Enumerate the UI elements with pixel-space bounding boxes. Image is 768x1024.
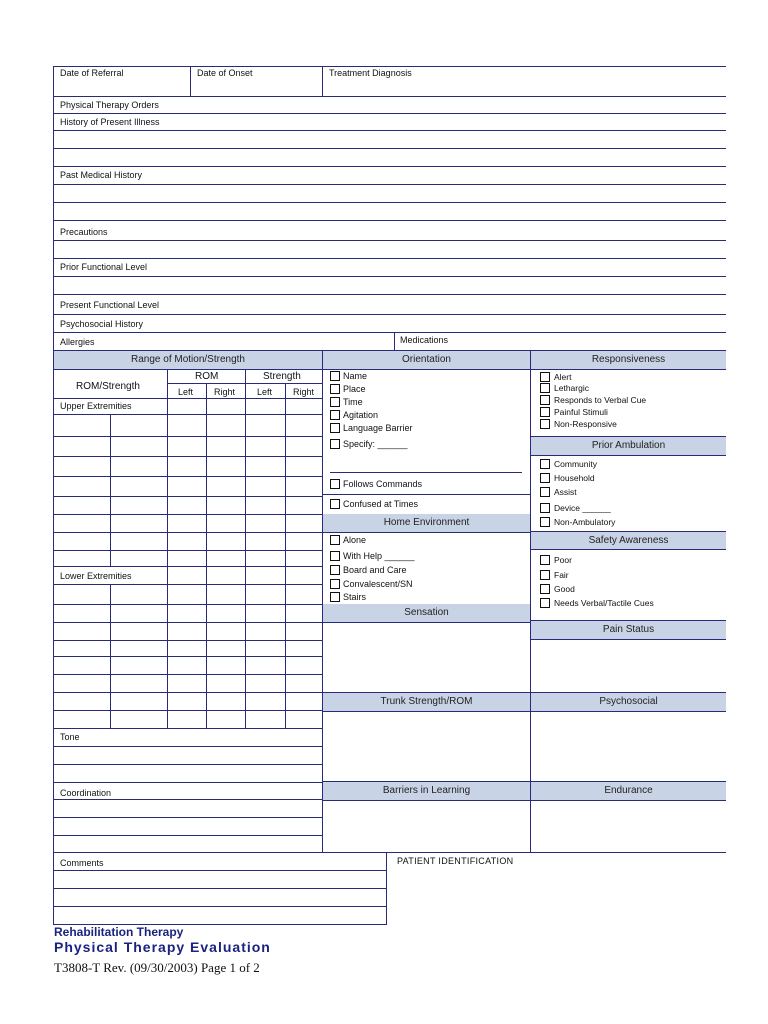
- upper-extremities-label: Upper Extremities: [60, 401, 132, 411]
- assist-checkbox[interactable]: [540, 487, 550, 497]
- grid-row: [53, 584, 323, 585]
- grid-vline: [285, 383, 286, 728]
- with-help-checkbox[interactable]: [330, 551, 340, 561]
- date-of-onset-label: Date of Onset: [197, 68, 253, 78]
- confused-label: Confused at Times: [343, 499, 419, 509]
- comments-label: Comments: [60, 858, 104, 868]
- grid-row: [53, 566, 323, 567]
- alert-label: Alert: [554, 372, 572, 382]
- row-line: [530, 549, 726, 550]
- present-functional-level-label: Present Functional Level: [60, 300, 160, 310]
- row-line: [53, 240, 726, 241]
- non-responsive-label: Non-Responsive: [554, 419, 617, 429]
- grid-row: [53, 496, 323, 497]
- community-label: Community: [554, 459, 597, 469]
- row-line: [53, 746, 323, 747]
- row-line: [322, 800, 726, 801]
- place-checkbox[interactable]: [330, 384, 340, 394]
- responsiveness-header: Responsiveness: [531, 351, 726, 369]
- row-line: [53, 184, 726, 185]
- name-label: Name: [343, 371, 368, 381]
- rom-label: ROM: [195, 371, 219, 382]
- divider: [190, 66, 191, 96]
- form-title: Physical Therapy Evaluation: [54, 939, 271, 955]
- pain-status-header: Pain Status: [531, 621, 726, 639]
- row-line: [53, 258, 726, 259]
- row-line: [53, 906, 387, 907]
- row-line: [53, 166, 726, 167]
- assist-label: Assist: [554, 487, 577, 497]
- row-line: [53, 888, 387, 889]
- good-checkbox[interactable]: [540, 584, 550, 594]
- row-line: [53, 398, 323, 399]
- pt-orders-label: Physical Therapy Orders: [60, 100, 159, 110]
- allergies-label: Allergies: [60, 337, 95, 347]
- trunk-strength-header: Trunk Strength/ROM: [323, 693, 530, 711]
- grid-row: [53, 692, 323, 693]
- grid-row: [53, 476, 323, 477]
- endurance-header: Endurance: [531, 782, 726, 800]
- col-divider: [530, 350, 531, 853]
- department-label: Rehabilitation Therapy: [54, 925, 184, 939]
- barriers-header: Barriers in Learning: [323, 782, 530, 800]
- convalescent-label: Convalescent/SN: [343, 579, 413, 589]
- row-line: [530, 455, 726, 456]
- row-line: [53, 220, 726, 221]
- medications-label: Medications: [400, 335, 449, 345]
- follows-commands-checkbox[interactable]: [330, 479, 340, 489]
- poor-label: Poor: [554, 555, 572, 565]
- row-line: [322, 494, 530, 495]
- painful-stimuli-label: Painful Stimuli: [554, 407, 608, 417]
- row-line: [53, 113, 726, 114]
- row-line: [53, 764, 323, 765]
- grid-row: [53, 550, 323, 551]
- psychosocial-history-label: Psychosocial History: [60, 319, 144, 329]
- rom-right-label: Right: [214, 387, 236, 397]
- painful-stimuli-checkbox[interactable]: [540, 407, 550, 417]
- safety-awareness-header: Safety Awareness: [531, 532, 726, 549]
- grid-row: [53, 710, 323, 711]
- grid-row: [53, 604, 323, 605]
- convalescent-checkbox[interactable]: [330, 579, 340, 589]
- precautions-label: Precautions: [60, 227, 108, 237]
- alone-checkbox[interactable]: [330, 535, 340, 545]
- lethargic-label: Lethargic: [554, 383, 589, 393]
- row-line: [322, 369, 726, 370]
- row-line: [53, 148, 726, 149]
- household-label: Household: [554, 473, 595, 483]
- alone-label: Alone: [343, 535, 367, 545]
- row-line: [322, 622, 530, 623]
- home-environment-header: Home Environment: [323, 514, 530, 532]
- orientation-header: Orientation: [323, 351, 530, 369]
- row-line: [322, 711, 726, 712]
- divider: [322, 66, 323, 96]
- divider: [394, 332, 395, 350]
- row-line: [53, 852, 726, 853]
- grid-row: [53, 622, 323, 623]
- grid-row: [53, 728, 323, 729]
- board-care-label: Board and Care: [343, 565, 407, 575]
- strength-left-label: Left: [257, 387, 273, 397]
- fair-checkbox[interactable]: [540, 570, 550, 580]
- rom-strength-header: Range of Motion/Strength: [54, 351, 322, 369]
- strength-label: Strength: [263, 371, 301, 382]
- prior-ambulation-header: Prior Ambulation: [531, 437, 726, 455]
- history-illness-label: History of Present Illness: [60, 117, 160, 127]
- community-checkbox[interactable]: [540, 459, 550, 469]
- non-ambulatory-label: Non-Ambulatory: [554, 517, 616, 527]
- rom-left-label: Left: [178, 387, 194, 397]
- grid-row: [53, 656, 323, 657]
- grid-row: [53, 532, 323, 533]
- grid-row: [53, 514, 323, 515]
- place-label: Place: [343, 384, 366, 394]
- responds-verbal-label: Responds to Verbal Cue: [554, 395, 647, 405]
- grid-row: [53, 414, 323, 415]
- fair-label: Fair: [554, 570, 569, 580]
- row-line: [53, 96, 726, 97]
- coordination-label: Coordination: [60, 788, 112, 798]
- row-line: [53, 817, 323, 818]
- language-barrier-checkbox[interactable]: [330, 423, 340, 433]
- needs-cues-checkbox[interactable]: [540, 598, 550, 608]
- patient-identification-label: PATIENT IDENTIFICATION: [397, 856, 514, 866]
- row-line: [53, 294, 726, 295]
- psychosocial-header: Psychosocial: [531, 693, 726, 711]
- with-help-label: With Help ______: [343, 551, 415, 561]
- follows-commands-label: Follows Commands: [343, 479, 423, 489]
- household-checkbox[interactable]: [540, 473, 550, 483]
- past-medical-history-label: Past Medical History: [60, 170, 143, 180]
- board-care-checkbox[interactable]: [330, 565, 340, 575]
- form-top-border: [53, 66, 726, 67]
- agitation-checkbox[interactable]: [330, 410, 340, 420]
- row-line: [53, 799, 323, 800]
- strength-right-label: Right: [293, 387, 315, 397]
- confused-checkbox[interactable]: [330, 499, 340, 509]
- grid-row: [53, 456, 323, 457]
- row-line: [53, 332, 726, 333]
- specify-checkbox[interactable]: [330, 439, 340, 449]
- row-line: [53, 835, 323, 836]
- stairs-checkbox[interactable]: [330, 592, 340, 602]
- row-line: [53, 314, 726, 315]
- lower-extremities-label: Lower Extremities: [60, 571, 132, 581]
- grid-vline: [206, 383, 207, 728]
- grid-row: [53, 436, 323, 437]
- time-label: Time: [343, 397, 363, 407]
- needs-cues-label: Needs Verbal/Tactile Cues: [554, 598, 654, 608]
- prior-functional-level-label: Prior Functional Level: [60, 262, 148, 272]
- col-divider: [322, 350, 323, 853]
- row-line: [53, 130, 726, 131]
- device-label: Device ______: [554, 503, 611, 513]
- alert-checkbox[interactable]: [540, 372, 550, 382]
- non-responsive-checkbox[interactable]: [540, 419, 550, 429]
- good-label: Good: [554, 584, 575, 594]
- name-checkbox[interactable]: [330, 371, 340, 381]
- specify-line: [330, 472, 522, 473]
- poor-checkbox[interactable]: [540, 555, 550, 565]
- sensation-header: Sensation: [323, 604, 530, 622]
- date-of-referral-label: Date of Referral: [60, 68, 124, 78]
- non-ambulatory-checkbox[interactable]: [540, 517, 550, 527]
- row-line: [53, 782, 323, 783]
- row-line: [530, 639, 726, 640]
- row-line: [53, 276, 726, 277]
- rom-strength-label: ROM/Strength: [76, 381, 140, 392]
- specify-label: Specify: ______: [343, 439, 408, 449]
- row-line: [53, 369, 323, 370]
- stairs-label: Stairs: [343, 592, 367, 602]
- form-number: T3808-T Rev. (09/30/2003) Page 1 of 2: [54, 960, 260, 975]
- row-line: [53, 202, 726, 203]
- row-line: [53, 870, 387, 871]
- grid-row: [53, 674, 323, 675]
- lethargic-checkbox[interactable]: [540, 383, 550, 393]
- language-barrier-label: Language Barrier: [343, 423, 413, 433]
- agitation-label: Agitation: [343, 410, 379, 420]
- row-line: [322, 532, 530, 533]
- responds-verbal-checkbox[interactable]: [540, 395, 550, 405]
- time-checkbox[interactable]: [330, 397, 340, 407]
- treatment-diagnosis-label: Treatment Diagnosis: [329, 68, 412, 78]
- tone-label: Tone: [60, 732, 80, 742]
- device-checkbox[interactable]: [540, 503, 550, 513]
- grid-row: [53, 640, 323, 641]
